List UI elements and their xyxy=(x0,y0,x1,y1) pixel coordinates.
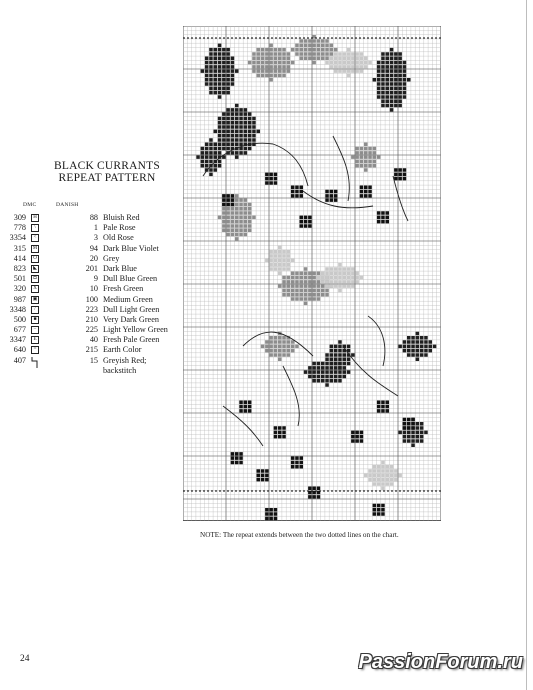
stitch-symbol-icon: / xyxy=(31,306,39,314)
stitch-symbol-icon: ▣ xyxy=(32,296,38,302)
color-name: Dull Light Green xyxy=(103,304,160,314)
dmc-number: 640 xyxy=(13,345,26,355)
danish-number: 100 xyxy=(85,294,98,304)
key-row xyxy=(0,345,190,355)
danish-number: 9 xyxy=(93,274,98,284)
danish-number: 201 xyxy=(85,263,98,273)
color-key xyxy=(0,213,190,376)
danish-number: 1 xyxy=(93,223,98,233)
grey-leaf xyxy=(351,143,380,172)
chart-grid xyxy=(183,26,441,521)
key-row xyxy=(0,254,190,264)
danish-number: 3 xyxy=(93,233,98,243)
key-row xyxy=(0,264,190,274)
dmc-number: 320 xyxy=(13,284,26,294)
currant-berry xyxy=(257,469,269,481)
stitch-symbol-icon: \ xyxy=(31,224,39,232)
color-name: Medium Green xyxy=(103,294,153,304)
danish-number: 215 xyxy=(85,345,98,355)
stitch-symbol-icon: = xyxy=(31,346,39,354)
currant-berry xyxy=(351,431,363,443)
stitch-symbol-icon: X xyxy=(31,285,39,293)
key-row-continued xyxy=(0,366,190,376)
color-name: Dull Blue Green xyxy=(103,274,158,284)
dmc-number: 315 xyxy=(13,243,26,253)
cross-stitch-chart xyxy=(183,26,441,522)
stitch-symbol-icon: E xyxy=(31,336,39,344)
key-row xyxy=(0,315,190,325)
color-name: Earth Color xyxy=(103,345,142,355)
key-row xyxy=(0,325,190,335)
key-row xyxy=(0,223,190,233)
stitch-symbol-icon: < xyxy=(31,234,39,242)
dmc-number: 414 xyxy=(13,253,26,263)
key-row xyxy=(0,305,190,315)
color-name: Dark Blue xyxy=(103,263,137,273)
key-row xyxy=(0,295,190,305)
key-row xyxy=(0,274,190,284)
currant-berry xyxy=(300,216,312,228)
currant-berry xyxy=(403,418,415,430)
dmc-number: 987 xyxy=(13,294,26,304)
currant-berry xyxy=(265,508,277,520)
currant-berry xyxy=(360,186,372,198)
color-name: Pale Rose xyxy=(103,223,136,233)
color-name: Light Yellow Green xyxy=(103,325,168,335)
color-name: Fresh Pale Green xyxy=(103,335,160,345)
color-name: Dark Blue Violet xyxy=(103,243,159,253)
dmc-number: 501 xyxy=(13,274,26,284)
pattern-title-line1: BLACK CURRANTS xyxy=(54,160,160,172)
page-number: 24 xyxy=(20,654,30,664)
dmc-number: 3347 xyxy=(9,335,26,345)
currant-berry xyxy=(222,194,234,206)
currant-berry xyxy=(274,426,286,438)
color-name: Old Rose xyxy=(103,233,134,243)
currant-berry xyxy=(394,168,406,180)
stitch-symbol-icon: − xyxy=(31,326,39,334)
stitch-symbol-icon: ■ xyxy=(31,316,39,324)
color-name-continued: backstitch xyxy=(103,365,137,375)
currant-berry xyxy=(239,401,251,413)
currant-berry xyxy=(265,173,277,185)
danish-number: 223 xyxy=(85,304,98,314)
currant-berry xyxy=(377,401,389,413)
backstitch-icon xyxy=(31,357,37,363)
key-row xyxy=(0,233,190,243)
dmc-number: 677 xyxy=(13,325,26,335)
page-edge xyxy=(526,0,527,690)
dmc-number: 3354 xyxy=(9,233,26,243)
stitch-symbol-icon: O xyxy=(31,255,39,263)
chart-note: NOTE: The repeat extends between the two dotted lines on the chart. xyxy=(200,531,399,539)
dark-leaf xyxy=(325,340,354,369)
key-row xyxy=(0,356,190,366)
stitch-symbol-icon: H xyxy=(31,214,39,222)
currant-berry xyxy=(377,211,389,223)
color-name: Greyish Red; xyxy=(103,355,147,365)
pale-leaf xyxy=(265,246,294,275)
dmc-number: 823 xyxy=(13,263,26,273)
dmc-number: 3348 xyxy=(9,304,26,314)
danish-header: DANISH xyxy=(56,202,79,208)
currant-berry xyxy=(308,487,320,499)
dmc-number: 500 xyxy=(13,314,26,324)
dmc-number: 309 xyxy=(13,213,26,222)
color-name: Bluish Red xyxy=(103,213,140,222)
color-name: Very Dark Green xyxy=(103,314,159,324)
key-row xyxy=(0,213,190,223)
danish-number: 10 xyxy=(89,284,98,294)
pattern-title-line2: REPEAT PATTERN xyxy=(58,172,156,184)
danish-number: 94 xyxy=(89,243,98,253)
danish-number: 88 xyxy=(89,213,98,222)
color-name: Fresh Green xyxy=(103,284,144,294)
currant-berry xyxy=(291,186,303,198)
stitch-symbol-icon: ◣ xyxy=(31,265,39,273)
site-watermark: PassionForum.ru xyxy=(358,651,523,673)
danish-number: 20 xyxy=(89,253,98,263)
danish-number: 40 xyxy=(89,335,98,345)
key-row xyxy=(0,284,190,294)
pattern-title xyxy=(42,160,172,184)
currant-berry xyxy=(373,504,385,516)
dmc-number: 778 xyxy=(13,223,26,233)
danish-number: 210 xyxy=(85,314,98,324)
danish-number: 15 xyxy=(89,355,98,365)
color-name: Grey xyxy=(103,253,120,263)
dmc-header: DMC xyxy=(23,202,37,208)
danish-number: 225 xyxy=(85,325,98,335)
key-row xyxy=(0,335,190,345)
stitch-symbol-icon: ◘ xyxy=(31,275,39,283)
currant-berry xyxy=(231,452,243,464)
currant-berry xyxy=(291,456,303,468)
dmc-number: 407 xyxy=(13,355,26,365)
key-row xyxy=(0,244,190,254)
stitch-symbol-icon: M xyxy=(32,245,38,251)
currant-berry xyxy=(325,190,337,202)
